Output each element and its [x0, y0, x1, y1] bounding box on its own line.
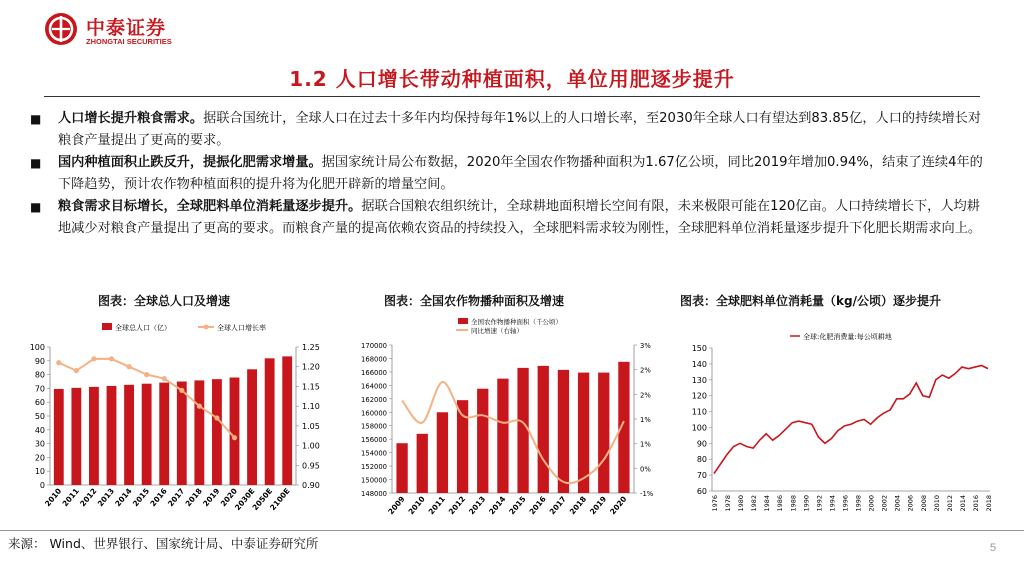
chart-bar [265, 358, 275, 485]
y-tick-label: 70 [34, 384, 45, 394]
legend-line-label: 全球:化肥消费量:每公顷耕地 [803, 333, 892, 341]
bullet-heading: 国内种植面积止跌反升，提振化肥需求增量。 [58, 155, 322, 170]
x-tick-label: 2012 [945, 495, 954, 512]
y-tick-label: 154000 [361, 449, 387, 458]
growth-rate-point [109, 356, 114, 361]
x-tick-label: 2018 [567, 494, 589, 517]
y-tick-label: 20 [34, 453, 45, 463]
bullet-item [30, 196, 990, 240]
y-tick-label: 40 [34, 425, 45, 435]
growth-rate-point [232, 435, 237, 440]
chart-bar [282, 356, 292, 485]
y-tick-label: 50 [34, 412, 45, 421]
chart-bar [477, 389, 488, 493]
x-tick-label: 1994 [828, 495, 837, 512]
x-tick-label: 1976 [711, 495, 719, 512]
bullet-text: 据联合国统计，全球人口在过去十多年内均保持每年1%以上的人口增长率，至2030年全球人口有望达到83.85亿，人口的持续增长对粮食产量提出了更高的要求。 [58, 111, 982, 148]
y-tick-label: 70 [696, 471, 707, 481]
x-tick-label: 2050E [250, 486, 275, 513]
x-tick-label: 2011 [426, 494, 447, 517]
y-tick-label: 120 [691, 391, 707, 401]
y2-tick-label: -1% [640, 490, 654, 498]
y-tick-label: 90 [34, 356, 45, 366]
y2-tick-label: 1.10 [302, 402, 320, 412]
x-tick-label: 1986 [776, 495, 785, 512]
legend-line-marker [204, 325, 209, 330]
legend-bar-label: 全球总人口（亿） [115, 324, 171, 332]
x-tick-label: 2008 [919, 495, 928, 512]
chart-bar [159, 383, 169, 485]
x-tick-label: 1978 [724, 495, 733, 512]
chart-bar [497, 379, 508, 493]
x-tick-label: 2010 [932, 495, 941, 512]
x-tick-label: 1980 [737, 495, 746, 512]
x-tick-label: 2018 [183, 486, 204, 509]
bullet-item [30, 152, 990, 196]
bullet-heading: 粮食需求目标增长，全球肥料单位消耗量逐步提升。 [58, 199, 362, 214]
x-tick-label: 1992 [815, 495, 824, 512]
legend-bar-label: 全国农作物播种面积（千公顷） [471, 318, 562, 326]
chart-bar [517, 368, 528, 493]
chart-bar [124, 385, 134, 485]
y-tick-label: 152000 [361, 463, 387, 472]
legend-bar-swatch [102, 323, 112, 330]
x-tick-label: 2014 [113, 486, 134, 509]
x-tick-label: 2006 [906, 495, 915, 512]
x-tick-label: 2020 [218, 486, 240, 509]
x-tick-label: 2016 [148, 486, 169, 509]
crop-area-chart [340, 315, 670, 525]
y-tick-label: 170000 [361, 342, 387, 350]
x-tick-label: 2020 [608, 494, 629, 517]
x-tick-label: 2018 [985, 495, 993, 512]
y2-tick-label: 1% [640, 440, 651, 449]
growth-rate-point [214, 415, 219, 420]
logo-text-cn: 中泰证券 [86, 17, 167, 39]
fertilizer-usage-line [714, 365, 988, 473]
growth-rate-point [74, 368, 79, 373]
x-tick-label: 2015 [507, 494, 528, 517]
chart-2-title: 图表：全国农作物播种面积及增速 [384, 294, 565, 308]
bullet-list [30, 108, 990, 240]
chart-bar [212, 379, 222, 485]
y-tick-label: 168000 [361, 355, 387, 364]
title-divider [44, 96, 980, 97]
x-tick-label: 1996 [841, 495, 850, 512]
chart-bar [247, 369, 257, 485]
x-tick-label: 2014 [958, 495, 967, 512]
y2-tick-label: 0% [640, 465, 651, 474]
y-tick-label: 80 [696, 455, 707, 465]
y2-tick-label: 1.00 [302, 441, 320, 451]
chart-3-title: 图表：全球肥料单位消耗量（kg/公顷）逐步提升 [680, 294, 941, 308]
fertilizer-usage-chart [672, 315, 1002, 525]
x-tick-label: 2017 [547, 494, 568, 517]
x-tick-label: 2019 [201, 486, 222, 509]
x-tick-label: 2016 [971, 495, 980, 512]
x-tick-label: 2010 [406, 494, 427, 517]
x-tick-label: 2015 [130, 486, 152, 509]
x-tick-label: 2012 [78, 486, 99, 509]
chart-bar [54, 389, 64, 485]
chart-bar [230, 377, 240, 485]
x-tick-label: 2030E [232, 486, 257, 513]
growth-rate-line [402, 382, 624, 483]
y-tick-label: 30 [34, 439, 45, 449]
y-tick-label: 150 [691, 344, 707, 353]
y-tick-label: 166000 [361, 368, 387, 377]
legend-line-label: 全球人口增长率 [217, 324, 266, 332]
x-tick-label: 2010 [43, 486, 64, 509]
y-tick-label: 0 [39, 481, 45, 490]
y-tick-label: 164000 [361, 382, 387, 391]
slide-title: 1.2 人口增长带动种植面积，单位用肥逐步提升 [289, 67, 735, 91]
source-note: 来源： Wind、世界银行、国家统计局、中泰证券研究所 [8, 536, 319, 551]
chart-bar [71, 388, 81, 485]
bullet-item [30, 108, 990, 152]
chart-bar [142, 384, 152, 485]
y2-tick-label: 1.25 [302, 343, 320, 352]
y2-tick-label: 2% [640, 366, 651, 375]
x-tick-label: 2019 [587, 494, 609, 517]
y-tick-label: 162000 [361, 395, 387, 404]
y-tick-label: 160000 [361, 409, 387, 418]
legend-line-label: 同比增速（右轴） [471, 327, 523, 335]
chart-bar [437, 412, 448, 493]
chart-bar [177, 382, 187, 486]
y-tick-label: 10 [34, 467, 45, 477]
y-tick-label: 140 [691, 359, 707, 369]
bullet-square-icon: ■ [30, 156, 42, 170]
y-tick-label: 80 [34, 370, 45, 380]
chart-1-title: 图表：全球总人口及增速 [98, 294, 231, 308]
y2-tick-label: 1% [640, 416, 651, 424]
zhongtai-logo-icon [44, 12, 78, 46]
chart-bar [396, 443, 407, 493]
y2-tick-label: 1.20 [302, 362, 320, 372]
x-tick-label: 2013 [466, 494, 488, 517]
chart-bar [558, 370, 569, 493]
x-tick-label: 2100E [268, 486, 292, 513]
growth-rate-point [197, 404, 202, 409]
chart-bar [538, 366, 549, 493]
x-tick-label: 1998 [854, 495, 863, 512]
y2-tick-label: 2% [640, 391, 651, 400]
x-tick-label: 2002 [880, 495, 889, 512]
bullet-text: 据联合国粮农组织统计，全球耕地面积增长空间有限，未来极限可能在120亿亩。人口持续增长下，人均耕地减少对粮食产量提出了更高的要求。而粮食产量的提高依赖农资品的持续投入，全球肥料需求较为刚性，全球肥料单位消耗量逐步提升下化肥长期需求向上。 [58, 199, 982, 236]
growth-rate-point [162, 376, 167, 381]
chart-bar [194, 380, 204, 485]
growth-rate-point [179, 388, 184, 393]
growth-rate-point [126, 364, 131, 369]
chart-bar [417, 434, 428, 493]
x-tick-label: 2016 [527, 494, 548, 517]
y2-tick-label: 0.95 [302, 461, 320, 471]
y-tick-label: 130 [691, 375, 707, 385]
y-tick-label: 60 [696, 487, 707, 496]
logo-text-en: ZHONGTAI SECURITIES [86, 37, 172, 46]
bullet-text: 据国家统计局公布数据，2020年全国农作物播种面积为1.67亿公顷，同比2019年增加0.94%，结束了连续4年的下降趋势，预计农作物种植面积的提升将为化肥开辟新的增量空间。 [58, 155, 983, 192]
bullet-square-icon: ■ [30, 112, 42, 126]
y-tick-label: 150000 [361, 476, 387, 485]
y2-tick-label: 1.05 [302, 421, 320, 431]
chart-bar [107, 386, 117, 485]
x-tick-label: 2000 [867, 495, 876, 512]
y-tick-label: 100 [29, 343, 45, 352]
x-tick-label: 1988 [789, 495, 798, 512]
y-tick-label: 60 [34, 398, 45, 408]
y-tick-label: 90 [696, 439, 707, 449]
growth-rate-point [56, 360, 61, 365]
y-tick-label: 158000 [361, 422, 387, 431]
x-tick-label: 2013 [95, 486, 117, 509]
x-tick-label: 2017 [166, 486, 187, 509]
x-tick-label: 2004 [893, 495, 902, 512]
x-tick-label: 2012 [446, 494, 468, 517]
y-tick-label: 148000 [361, 490, 387, 498]
x-tick-label: 1984 [763, 495, 772, 512]
y2-tick-label: 0.90 [302, 481, 320, 490]
x-tick-label: 2014 [487, 494, 508, 517]
chart-bar [598, 373, 609, 493]
y2-tick-label: 3% [640, 342, 651, 350]
x-tick-label: 1982 [750, 495, 759, 512]
growth-rate-point [91, 356, 96, 361]
bullet-heading: 人口增长提升粮食需求。 [58, 111, 204, 126]
company-logo [44, 10, 204, 50]
y-tick-label: 110 [691, 407, 707, 417]
legend-bar-swatch [458, 318, 468, 324]
growth-rate-point [144, 372, 149, 377]
y-tick-label: 156000 [361, 436, 387, 445]
chart-bar [89, 387, 99, 485]
page-number: 5 [990, 542, 997, 554]
x-tick-label: 2009 [386, 494, 407, 517]
bullet-square-icon: ■ [30, 200, 42, 214]
y2-tick-label: 1.15 [302, 382, 320, 392]
x-tick-label: 1990 [802, 495, 811, 512]
footer-divider [0, 530, 1024, 531]
x-tick-label: 2011 [60, 486, 81, 509]
population-chart [20, 315, 340, 525]
y-tick-label: 100 [691, 423, 707, 433]
